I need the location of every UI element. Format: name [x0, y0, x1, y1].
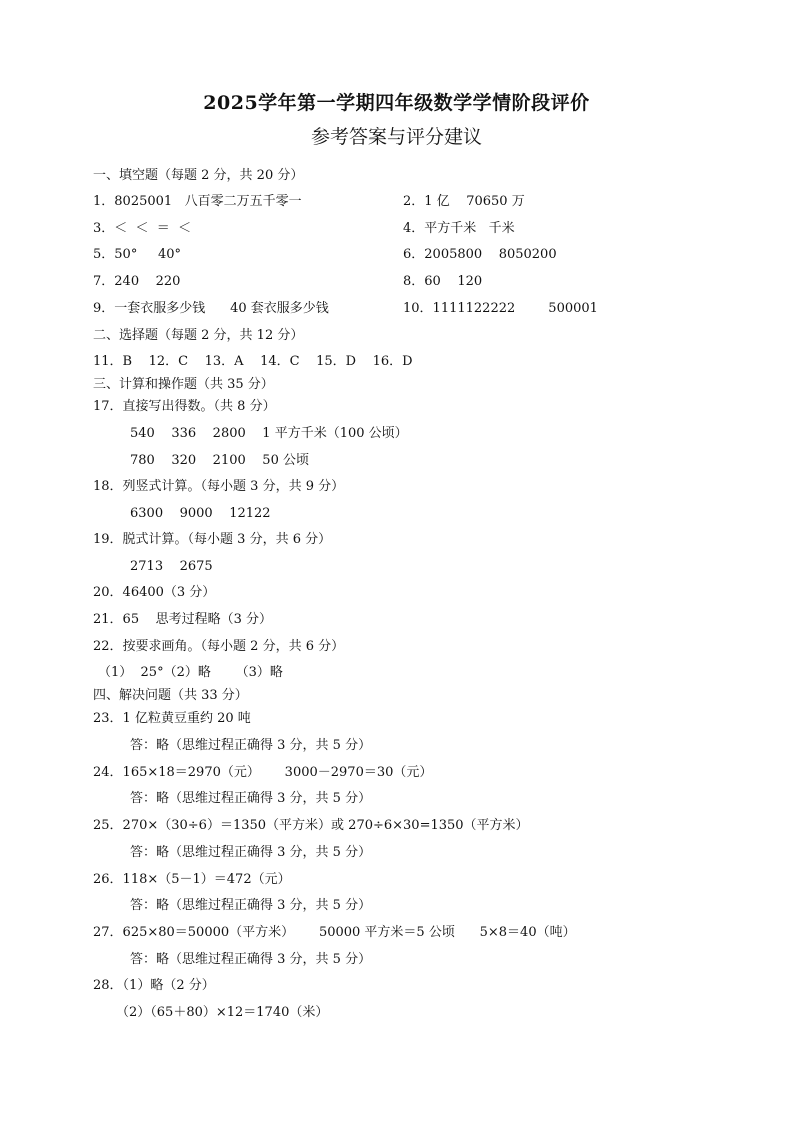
answer-q25: 25．270×（30÷6）＝1350（平方米）或 270÷6×30=1350（平方米） — [93, 818, 529, 833]
answer-q17-row1: 540 336 2800 1 平方千米（100 公顷） — [130, 426, 408, 441]
answer-q5: 5．50° 40° — [93, 247, 182, 262]
answer-q3: 3．＜ ＜ ＝ ＜ — [93, 221, 192, 236]
answer-q17-row2: 780 320 2100 50 公顷 — [130, 453, 309, 468]
answer-q19-values: 2713 2675 — [130, 559, 213, 574]
section-fill-heading: 一、填空题（每题 2 分，共 20 分） — [93, 168, 304, 183]
answer-q22: 22．按要求画角。（每小题 2 分，共 6 分） — [93, 639, 345, 654]
answer-q20: 20．46400（3 分） — [93, 585, 216, 600]
answer-q24-note: 答：略（思维过程正确得 3 分，共 5 分） — [130, 791, 372, 806]
answer-q22-values: （1） 25°（2）略 （3）略 — [98, 665, 283, 680]
answer-q23-note: 答：略（思维过程正确得 3 分，共 5 分） — [130, 738, 372, 753]
answer-q28-part2: （2）（65＋80）×12＝1740（米） — [116, 1005, 329, 1020]
answer-q25-note: 答：略（思维过程正确得 3 分，共 5 分） — [130, 845, 372, 860]
section-solve-heading: 四、解决问题（共 33 分） — [93, 688, 248, 703]
page-subtitle: 参考答案与评分建议 — [310, 126, 482, 148]
answer-q26-note: 答：略（思维过程正确得 3 分，共 5 分） — [130, 898, 372, 913]
section-calc-heading: 三、计算和操作题（共 35 分） — [93, 377, 274, 392]
answer-q6: 6．2005800 8050200 — [403, 247, 557, 262]
answer-q7: 7．240 220 — [93, 274, 181, 289]
answer-q1: 1．8025001 八百零二万五千零一 — [93, 194, 302, 209]
answer-q19: 19．脱式计算。（每小题 3 分，共 6 分） — [93, 532, 332, 547]
answer-q10: 10．1111122222 500001 — [403, 301, 598, 316]
section-choice-heading: 二、选择题（每题 2 分，共 12 分） — [93, 328, 304, 343]
answer-q26: 26．118×（5－1）＝472（元） — [93, 872, 291, 887]
answer-q9: 9．一套衣服多少钱 40 套衣服多少钱 — [93, 301, 329, 316]
answer-q27: 27．625×80＝50000（平方米） 50000 平方米＝5 公顷 5×8＝40（吨） — [93, 925, 576, 940]
answer-q4: 4．平方千米 千米 — [403, 221, 515, 236]
answer-q18-values: 6300 9000 12122 — [130, 506, 271, 521]
answer-q23: 23．1 亿粒黄豆重约 20 吨 — [93, 711, 251, 726]
answer-q28: 28．（1）略（2 分） — [93, 978, 215, 993]
answer-choice: 11．B 12．C 13．A 14．C 15．D 16．D — [93, 354, 413, 369]
answer-q17: 17．直接写出得数。（共 8 分） — [93, 399, 276, 414]
answer-q18: 18．列竖式计算。（每小题 3 分，共 9 分） — [93, 479, 345, 494]
answer-q24: 24．165×18＝2970（元） 3000－2970＝30（元） — [93, 765, 433, 780]
answer-q21: 21．65 思考过程略（3 分） — [93, 612, 273, 627]
answer-q8: 8．60 120 — [403, 274, 483, 289]
answer-q2: 2．1 亿 70650 万 — [403, 194, 525, 209]
page-title: 2025学年第一学期四年级数学学情阶段评价 — [203, 92, 590, 114]
answer-q27-note: 答：略（思维过程正确得 3 分，共 5 分） — [130, 952, 372, 967]
